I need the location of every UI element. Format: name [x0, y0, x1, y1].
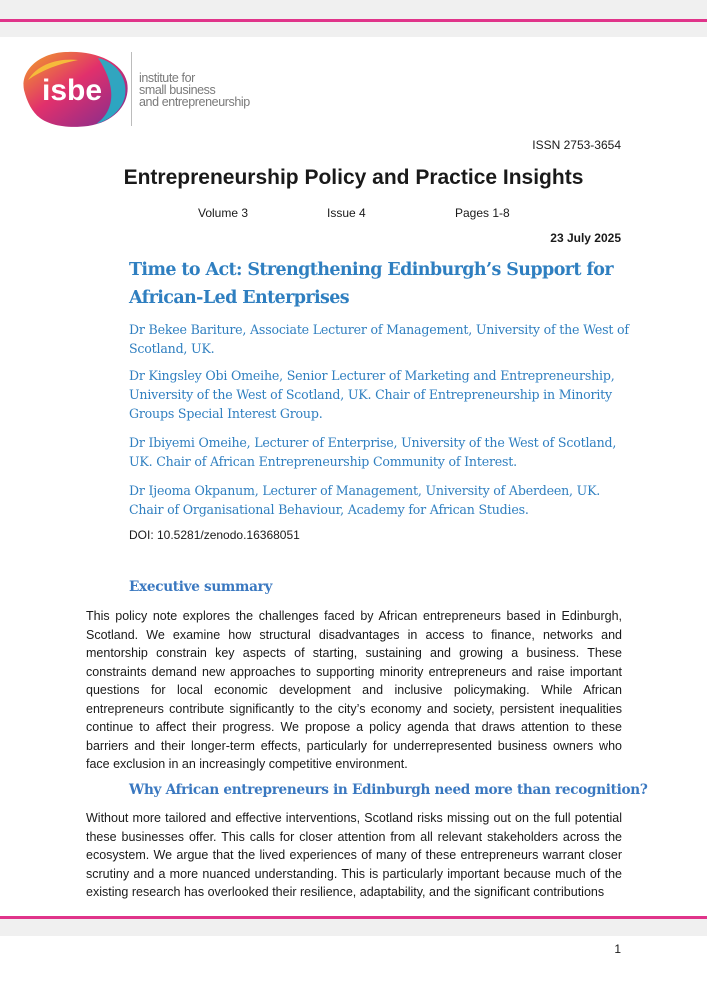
header-rule	[0, 19, 707, 22]
recognition-text: Without more tailored and effective interventions, Scotland risks missing out on the full potential these businesses offer. This calls for closer attention from all relevant stakeholders across the ecosystem. We argue that the lived experiences of many of these entrepreneurs warrant closer scrutiny and a more nuanced understanding. This is particularly important because much of the existing research has overlooked their resilience, adaptability, and the significant contributions	[86, 811, 622, 899]
isbe-logo	[18, 50, 130, 128]
logo-wordmark: isbe	[41, 74, 103, 107]
journal-title: Entrepreneurship Policy and Practice Insights	[123, 166, 584, 189]
doi: DOI: 10.5281/zenodo.16368051	[129, 528, 300, 542]
logo-divider	[131, 52, 132, 126]
article-title: Time to Act: Strengthening Edinburgh’s Support for African-Led Enterprises	[129, 260, 613, 308]
section-heading-recognition: Why African entrepreneurs in Edinburgh need more than recognition?	[129, 782, 648, 798]
section-heading-executive-summary: Executive summary	[129, 579, 273, 595]
author-entry: Dr Ibiyemi Omeihe, Lecturer of Enterprise, University of the West of Scotland, UK. Chair of African Entrepreneurship Community of Interest.	[129, 435, 617, 469]
footer-band	[0, 916, 707, 936]
author-entry: Dr Kingsley Obi Omeihe, Senior Lecturer of Marketing and Entrepreneurship, University of the West of Scotland, UK. Chair of Entrepreneurship in Minority Groups Special Interest Group.	[129, 368, 615, 421]
tagline-line: institute for	[139, 71, 195, 85]
volume: Volume 3	[198, 206, 249, 220]
logo-tagline	[139, 72, 250, 108]
tagline-line: small business	[139, 83, 216, 97]
page-number: 1	[614, 942, 621, 956]
author-entry: Dr Bekee Bariture, Associate Lecturer of Management, University of the West of Scotland, UK.	[129, 322, 629, 356]
issn: ISSN 2753-3654	[532, 138, 621, 152]
author-entry: Dr Ijeoma Okpanum, Lecturer of Management, University of Aberdeen, UK. Chair of Organisational Behaviour, Academy for African Studies.	[129, 483, 601, 517]
tagline-line: and entrepreneurship	[139, 95, 250, 109]
pages: Pages 1-8	[455, 206, 510, 220]
executive-summary-text: This policy note explores the challenges faced by African entrepreneurs based in Edinburgh, Scotland. We examine how structural disadvantages in access to finance, networks and mentorship constrain key aspects of starting, sustaining and growing a business. These constraints demand new approaches to supporting minority entrepreneurs and raise important questions for local economic development and inclusive policymaking. While African entrepreneurs contribute significantly to the city’s economy and society, persistent inequalities continue to affect their progress. We propose a policy agenda that draws attention to these barriers and their longer-term effects, particularly for underrepresented business owners who face exclusion in an increasingly competitive environment.	[86, 609, 622, 771]
issue: Issue 4	[327, 206, 366, 220]
publication-date: 23 July 2025	[550, 231, 621, 245]
footer-rule	[0, 916, 707, 919]
